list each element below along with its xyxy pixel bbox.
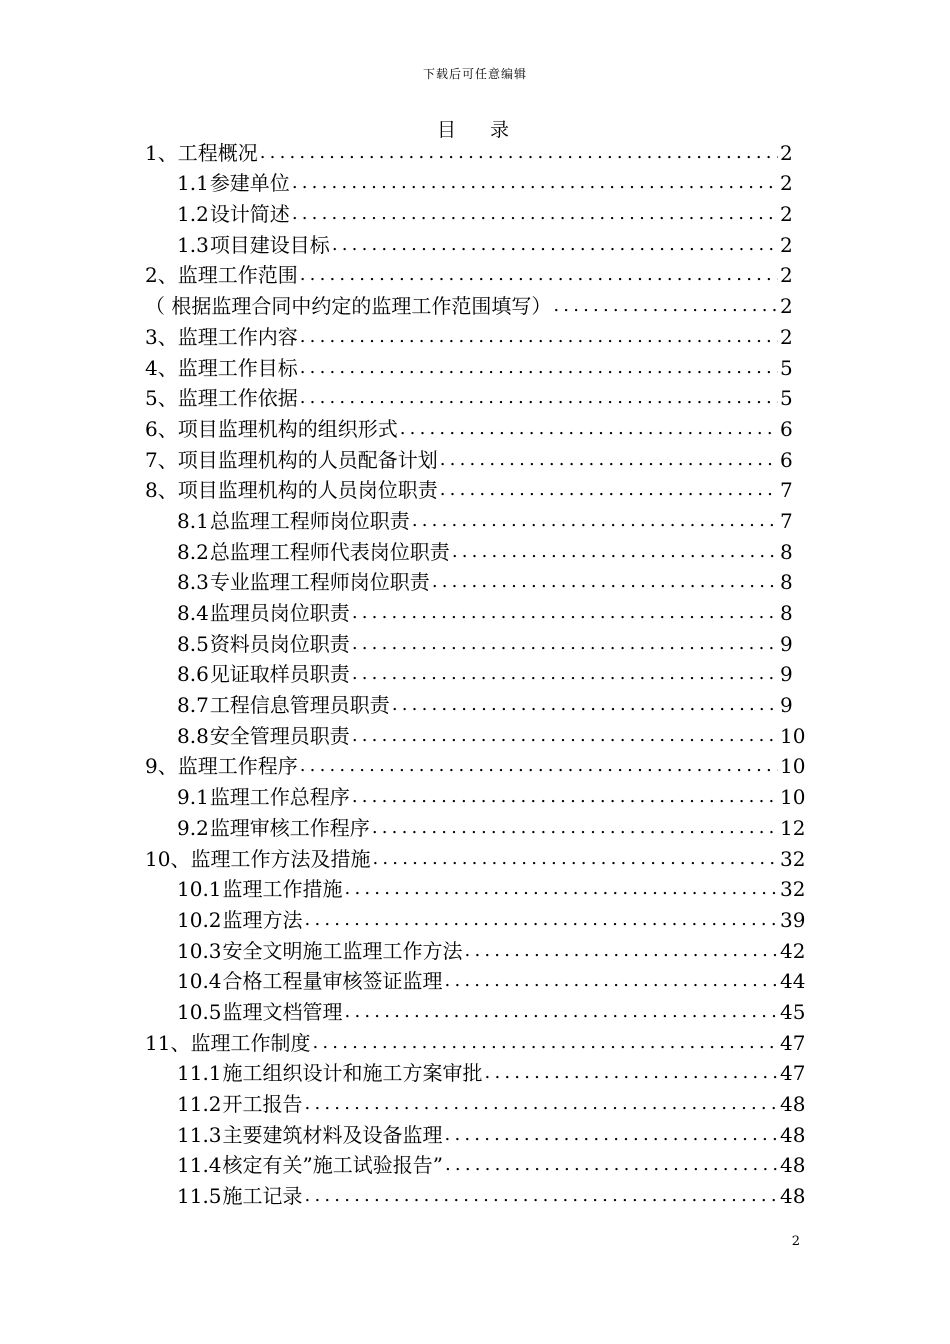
toc-entry[interactable] — [145, 935, 806, 966]
table-of-contents — [145, 137, 806, 1211]
toc-dot-leader — [300, 353, 778, 383]
toc-dot-leader — [345, 874, 778, 904]
toc-entry-number: 8.4 — [177, 601, 209, 625]
toc-entry-label: 主要建筑材料及设备监理 — [222, 1122, 443, 1147]
toc-entry[interactable] — [145, 659, 793, 690]
toc-entry-label: 核定有关”施工试验报告” — [222, 1153, 443, 1178]
toc-entry-page: 7 — [780, 478, 793, 503]
toc-entry-number: 10、 — [145, 846, 191, 871]
toc-dot-leader — [553, 291, 778, 321]
toc-entry-label: 工程信息管理员职责 — [209, 693, 390, 718]
toc-dot-leader — [300, 322, 778, 352]
toc-entry-label: 监理方法 — [222, 907, 303, 932]
toc-entry-page: 12 — [780, 815, 806, 840]
toc-entry-page: 2 — [780, 232, 793, 257]
toc-entry[interactable] — [145, 413, 793, 444]
toc-entry-page: 44 — [780, 969, 806, 994]
toc-dot-leader — [345, 997, 778, 1027]
toc-dot-leader — [292, 199, 778, 229]
toc-entry-page: 10 — [780, 785, 806, 810]
toc-entry-label: 监理工作目标 — [177, 355, 298, 380]
toc-entry[interactable] — [145, 1119, 806, 1150]
toc-entry[interactable] — [145, 720, 806, 751]
toc-entry-number: 8.8 — [177, 723, 209, 748]
toc-entry-page: 10 — [780, 723, 806, 748]
toc-entry[interactable] — [145, 1150, 806, 1181]
toc-entry-number: 4、 — [145, 355, 178, 380]
toc-entry[interactable] — [145, 352, 793, 383]
toc-dot-leader — [352, 721, 778, 751]
toc-entry-page: 8 — [780, 539, 793, 564]
toc-entry[interactable] — [145, 137, 793, 168]
toc-dot-leader — [300, 383, 778, 413]
toc-dot-leader — [352, 659, 778, 689]
toc-entry-label: 监理工作方法及措施 — [190, 846, 371, 871]
toc-entry-page: 2 — [780, 263, 793, 288]
toc-entry[interactable] — [145, 229, 793, 260]
toc-entry-label: 监理员岗位职责 — [209, 601, 350, 625]
toc-entry-number: 7、 — [145, 447, 178, 472]
toc-dot-leader — [400, 414, 778, 444]
toc-entry[interactable] — [145, 168, 793, 199]
toc-entry[interactable] — [145, 1027, 806, 1058]
toc-dot-leader — [440, 445, 778, 475]
toc-entry[interactable] — [145, 689, 793, 720]
toc-entry-label: 专业监理工程师岗位职责 — [209, 570, 430, 595]
toc-entry-page: 47 — [780, 1030, 806, 1055]
toc-entry-number: 2、 — [145, 263, 178, 288]
toc-entry-page: 2 — [780, 140, 793, 165]
toc-entry[interactable] — [145, 1180, 806, 1211]
toc-entry[interactable] — [145, 444, 793, 475]
toc-entry[interactable] — [145, 628, 793, 659]
toc-entry-label: （ 根据监理合同中约定的监理工作范围填写） — [145, 294, 552, 319]
toc-entry-number: 8.1 — [177, 508, 209, 533]
toc-entry-label: 监理审核工作程序 — [209, 815, 370, 840]
toc-dot-leader — [445, 1120, 778, 1150]
toc-dot-leader — [432, 567, 778, 597]
page-number: 2 — [791, 1234, 800, 1249]
toc-entry-label: 监理工作总程序 — [209, 785, 350, 810]
toc-entry-page: 10 — [780, 754, 806, 779]
toc-entry-number: 8.5 — [177, 631, 209, 656]
toc-entry-number: 8、 — [145, 478, 178, 503]
toc-entry-label: 监理文档管理 — [222, 999, 343, 1024]
toc-entry-label: 项目监理机构的组织形式 — [177, 416, 398, 441]
toc-entry-page: 32 — [780, 846, 806, 871]
toc-entry-label: 合格工程量审核签证监理 — [222, 969, 443, 994]
toc-entry-page: 2 — [780, 202, 793, 227]
toc-entry-label: 施工记录 — [222, 1184, 303, 1209]
toc-entry-page: 9 — [780, 693, 793, 718]
toc-entry[interactable] — [145, 1088, 806, 1119]
toc-dot-leader — [352, 598, 778, 628]
toc-dot-leader — [352, 782, 778, 812]
toc-entry[interactable] — [145, 874, 806, 905]
toc-entry-label: 项目监理机构的人员岗位职责 — [177, 478, 438, 503]
toc-entry-page: 5 — [780, 386, 793, 411]
toc-entry[interactable] — [145, 475, 793, 506]
toc-entry-label: 监理工作依据 — [177, 386, 298, 411]
toc-dot-leader — [300, 751, 778, 781]
toc-entry[interactable] — [145, 751, 806, 782]
toc-entry-label: 总监理工程师代表岗位职责 — [209, 539, 450, 564]
page-header-note: 下载后可任意编辑 — [422, 67, 527, 81]
toc-entry-number: 11.2 — [177, 1092, 222, 1116]
toc-dot-leader — [312, 1028, 778, 1058]
toc-dot-leader — [305, 1089, 778, 1119]
toc-entry-number: 9.2 — [177, 815, 209, 840]
toc-dot-leader — [445, 1150, 778, 1180]
toc-entry-label: 监理工作制度 — [190, 1030, 311, 1055]
toc-entry-page: 48 — [780, 1153, 806, 1178]
toc-entry-number: 1.1 — [177, 171, 209, 196]
toc-entry-label: 见证取样员职责 — [209, 662, 350, 687]
toc-entry-number: 10.2 — [177, 907, 222, 932]
toc-entry-label: 监理工作措施 — [222, 877, 343, 902]
toc-entry-number: 8.3 — [177, 570, 209, 595]
toc-entry-page: 2 — [780, 294, 793, 319]
toc-entry-label: 工程概况 — [177, 140, 258, 165]
toc-entry-number: 9、 — [145, 754, 178, 779]
toc-entry[interactable] — [145, 505, 793, 536]
toc-dot-leader — [372, 813, 778, 843]
toc-entry-number: 10.1 — [177, 877, 222, 902]
toc-entry-label: 监理工作内容 — [177, 324, 298, 349]
toc-entry-number: 9.1 — [177, 785, 209, 810]
toc-entry-number: 1.2 — [177, 202, 209, 227]
toc-entry-page: 32 — [780, 877, 806, 902]
toc-dot-leader — [452, 537, 778, 567]
toc-entry-number: 6、 — [145, 416, 178, 441]
toc-dot-leader — [292, 168, 778, 198]
toc-entry[interactable] — [145, 966, 806, 997]
toc-entry-label: 施工组织设计和施工方案审批 — [222, 1061, 483, 1086]
toc-entry-page: 47 — [780, 1061, 806, 1086]
toc-entry-page: 5 — [780, 355, 793, 380]
toc-entry-page: 8 — [780, 601, 793, 625]
toc-entry-number: 1、 — [145, 140, 178, 165]
toc-entry[interactable] — [145, 198, 793, 229]
toc-entry-label: 监理工作程序 — [177, 754, 298, 779]
toc-entry[interactable] — [145, 812, 806, 843]
toc-entry-number: 1.3 — [177, 232, 209, 257]
toc-entry-label: 监理工作范围 — [177, 263, 298, 288]
toc-entry-number: 11.4 — [177, 1153, 222, 1178]
toc-entry-page: 6 — [780, 447, 793, 472]
toc-dot-leader — [465, 936, 778, 966]
toc-entry-number: 8.2 — [177, 539, 209, 564]
toc-entry[interactable] — [145, 904, 806, 935]
toc-entry-label: 参建单位 — [209, 171, 290, 196]
toc-entry-page: 8 — [780, 570, 793, 595]
toc-entry-label: 安全管理员职责 — [209, 723, 350, 748]
toc-entry[interactable] — [145, 290, 793, 321]
toc-entry[interactable] — [145, 781, 806, 812]
toc-entry-page: 9 — [780, 631, 793, 656]
toc-entry[interactable] — [145, 996, 806, 1027]
toc-entry-page: 7 — [780, 508, 793, 533]
toc-entry[interactable] — [145, 597, 793, 628]
toc-entry-label: 安全文明施工监理工作方法 — [222, 938, 463, 963]
toc-entry-page: 48 — [780, 1092, 806, 1116]
toc-entry[interactable] — [145, 1058, 806, 1089]
toc-entry[interactable] — [145, 260, 793, 291]
toc-entry-number: 5、 — [145, 386, 178, 411]
toc-dot-leader — [440, 475, 778, 505]
toc-entry-number: 11.5 — [177, 1184, 222, 1209]
toc-entry[interactable] — [145, 536, 793, 567]
toc-dot-leader — [352, 629, 778, 659]
toc-entry-number: 3、 — [145, 324, 178, 349]
toc-entry-number: 8.6 — [177, 662, 209, 687]
toc-entry-label: 项目建设目标 — [209, 232, 330, 257]
toc-entry[interactable] — [145, 567, 793, 598]
toc-entry-page: 6 — [780, 416, 793, 441]
toc-entry[interactable] — [145, 843, 806, 874]
toc-dot-leader — [260, 138, 778, 168]
toc-entry-page: 2 — [780, 171, 793, 196]
toc-entry-number: 11、 — [145, 1030, 191, 1055]
toc-entry[interactable] — [145, 383, 793, 414]
toc-entry-number: 11.3 — [177, 1122, 222, 1147]
toc-entry-page: 48 — [780, 1122, 806, 1147]
toc-entry-number: 10.5 — [177, 999, 222, 1024]
toc-entry-page: 39 — [780, 907, 806, 932]
toc-entry-page: 48 — [780, 1184, 806, 1209]
toc-title: 目 录 — [436, 119, 524, 141]
toc-entry-number: 10.3 — [177, 938, 222, 963]
toc-dot-leader — [332, 230, 778, 260]
toc-dot-leader — [372, 844, 778, 874]
toc-entry-page: 2 — [780, 324, 793, 349]
toc-dot-leader — [485, 1058, 778, 1088]
toc-dot-leader — [392, 690, 778, 720]
toc-dot-leader — [300, 260, 778, 290]
toc-entry[interactable] — [145, 321, 793, 352]
toc-entry-label: 总监理工程师岗位职责 — [209, 508, 410, 533]
toc-entry-page: 9 — [780, 662, 793, 687]
toc-entry-label: 设计简述 — [209, 202, 290, 227]
toc-dot-leader — [305, 1181, 778, 1211]
toc-entry-page: 42 — [780, 938, 806, 963]
toc-entry-label: 开工报告 — [222, 1092, 303, 1116]
toc-entry-number: 11.1 — [177, 1061, 222, 1086]
toc-dot-leader — [412, 506, 778, 536]
toc-entry-label: 资料员岗位职责 — [209, 631, 350, 656]
toc-dot-leader — [305, 905, 778, 935]
toc-entry-number: 8.7 — [177, 693, 209, 718]
toc-entry-number: 10.4 — [177, 969, 222, 994]
toc-entry-label: 项目监理机构的人员配备计划 — [177, 447, 438, 472]
toc-dot-leader — [445, 966, 778, 996]
toc-entry-page: 45 — [780, 999, 806, 1024]
